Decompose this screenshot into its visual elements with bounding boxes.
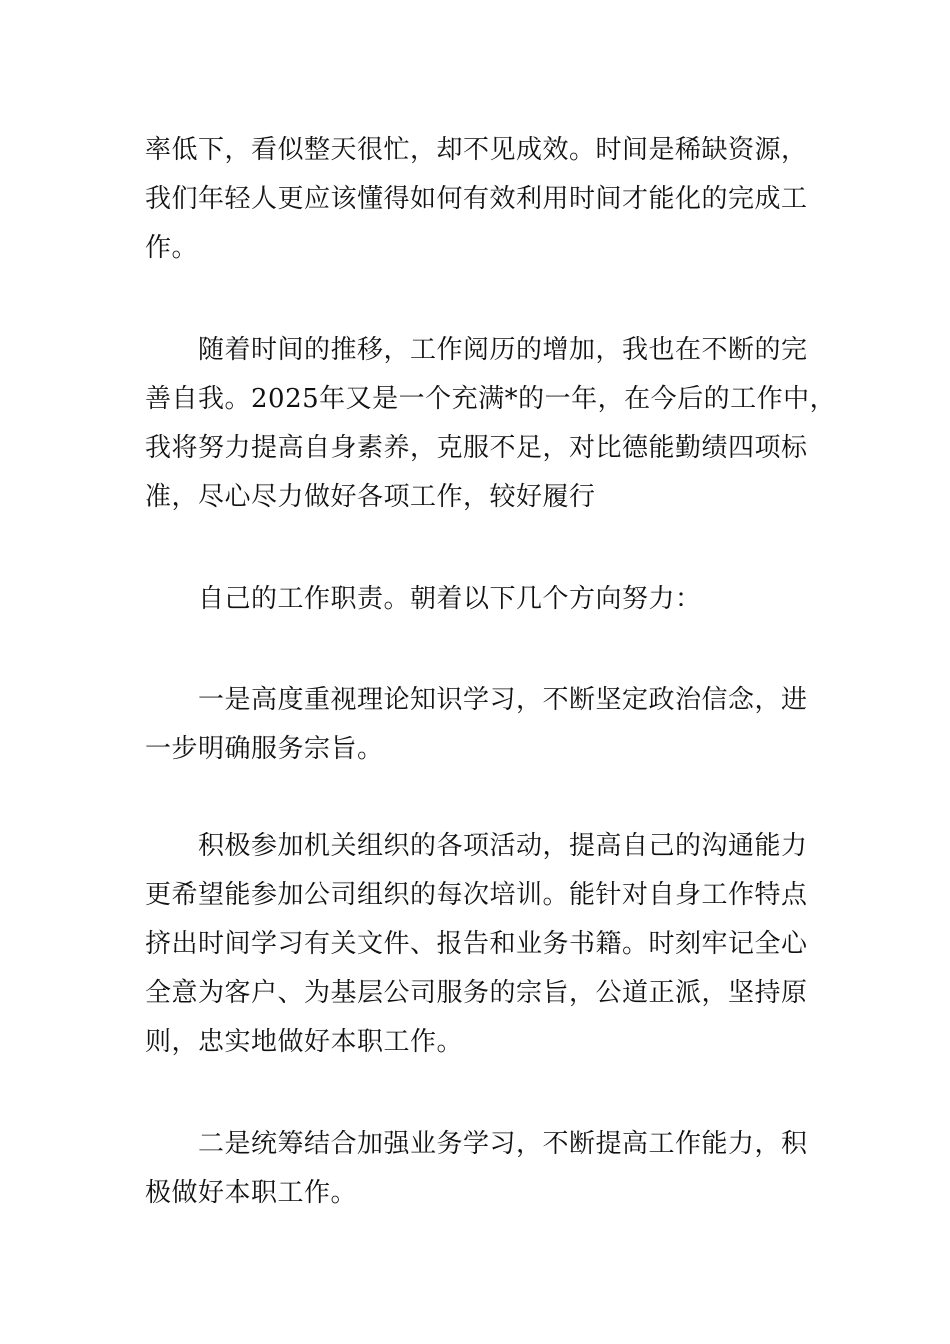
paragraph-first-line: 自己的工作职责。朝着以下几个方向努力： (198, 584, 702, 614)
paragraph-first-line: 随着时间的推移，工作阅历的增加，我也在不断的完 (198, 335, 808, 365)
text-line: 准，尽心尽力做好各项工作，较好履行 (145, 482, 596, 512)
text-line: 挤出时间学习有关文件、报告和业务书籍。时刻牢记全心 (145, 929, 808, 959)
text-line: 我将努力提高自身素养，克服不足，对比德能勤绩四项标 (145, 433, 808, 463)
text-line: 极做好本职工作。 (145, 1178, 358, 1208)
text-line: 我们年轻人更应该懂得如何有效利用时间才能化的完成工 (145, 184, 808, 214)
text-line: 则，忠实地做好本职工作。 (145, 1027, 464, 1057)
text-line: 一步明确服务宗旨。 (145, 734, 384, 764)
text-line: 率低下，看似整天很忙，却不见成效。时间是稀缺资源， (145, 135, 808, 165)
text-line: 善自我。2025年又是一个充满*的一年，在今后的工作中， (145, 384, 837, 414)
text-line: 作。 (145, 233, 199, 263)
paragraph-first-line: 一是高度重视理论知识学习，不断坚定政治信念，进 (198, 685, 808, 715)
text-line: 更希望能参加公司组织的每次培训。能针对自身工作特点 (145, 880, 808, 910)
text-line: 全意为客户、为基层公司服务的宗旨，公道正派，坚持原 (145, 978, 808, 1008)
paragraph-first-line: 积极参加机关组织的各项活动，提高自己的沟通能力 (198, 831, 808, 861)
paragraph-first-line: 二是统筹结合加强业务学习，不断提高工作能力，积 (198, 1129, 808, 1159)
